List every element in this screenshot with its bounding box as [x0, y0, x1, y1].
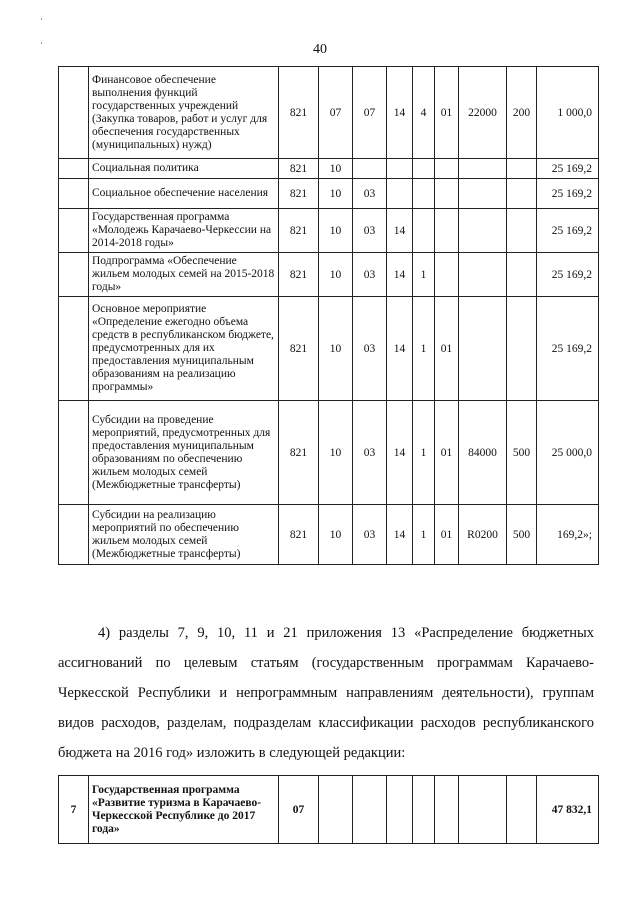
table-row — [59, 179, 599, 209]
program-code: 14 — [387, 209, 413, 253]
chapter-code: 821 — [279, 67, 319, 159]
row-name: Подпрограмма «Обеспечение жильем молодых семей на 2015-2018 годы» — [89, 253, 279, 297]
empty-cell — [353, 776, 387, 844]
row-name: Субсидии на проведение мероприятий, предусмотренных для предоставления муниципальным образованиям по обеспечению жильем молодых семей (Межбюджетные трансферты) — [89, 401, 279, 505]
row-number — [59, 179, 89, 209]
expense-type-code: 200 — [507, 67, 537, 159]
section-code: 10 — [319, 159, 353, 179]
section-code: 10 — [319, 297, 353, 401]
row-name: Государственная программа «Развитие туризма в Карачаево-Черкесской Республике до 2017 года» — [89, 776, 279, 844]
section-code: 10 — [319, 209, 353, 253]
direction-code — [459, 209, 507, 253]
table-row — [59, 401, 599, 505]
direction-code — [459, 253, 507, 297]
amount-cell: 25 169,2 — [537, 179, 599, 209]
table-row — [59, 67, 599, 159]
subsection-code: 03 — [353, 401, 387, 505]
table-row — [59, 297, 599, 401]
amount-cell: 25 169,2 — [537, 297, 599, 401]
expense-type-code — [507, 159, 537, 179]
page-number: 40 — [313, 42, 327, 57]
subsection-code: 03 — [353, 297, 387, 401]
subsection-code: 03 — [353, 505, 387, 565]
subprogram-code: 1 — [413, 297, 435, 401]
margin-mark: · — [40, 14, 43, 24]
table-row — [59, 776, 599, 844]
empty-cell — [507, 776, 537, 844]
empty-cell — [413, 776, 435, 844]
empty-cell — [435, 776, 459, 844]
measure-code: 01 — [435, 401, 459, 505]
program-code — [387, 179, 413, 209]
direction-code — [459, 159, 507, 179]
expense-type-code — [507, 209, 537, 253]
section-code: 10 — [319, 505, 353, 565]
amount-cell: 47 832,1 — [537, 776, 599, 844]
budget-table-section-7 — [58, 775, 599, 844]
empty-cell — [459, 776, 507, 844]
direction-code: R0200 — [459, 505, 507, 565]
row-number: 7 — [59, 776, 89, 844]
program-code: 14 — [387, 505, 413, 565]
row-name: Финансовое обеспечение выполнения функций государственных учреждений (Закупка товаров, работ и услуг для обеспечения государственных (муниципальных) нужд) — [89, 67, 279, 159]
subprogram-code — [413, 209, 435, 253]
section-code: 10 — [319, 179, 353, 209]
expense-type-code: 500 — [507, 401, 537, 505]
chapter-code: 821 — [279, 159, 319, 179]
amount-cell: 25 169,2 — [537, 253, 599, 297]
section-code: 10 — [319, 253, 353, 297]
row-number — [59, 67, 89, 159]
direction-code — [459, 179, 507, 209]
empty-cell — [319, 776, 353, 844]
program-code: 14 — [387, 67, 413, 159]
empty-cell — [387, 776, 413, 844]
subsection-code: 03 — [353, 179, 387, 209]
expense-type-code — [507, 253, 537, 297]
measure-code — [435, 209, 459, 253]
direction-code — [459, 297, 507, 401]
expense-type-code — [507, 297, 537, 401]
row-number — [59, 159, 89, 179]
table-row — [59, 505, 599, 565]
amount-cell: 169,2»; — [537, 505, 599, 565]
row-number — [59, 209, 89, 253]
amount-cell: 25 000,0 — [537, 401, 599, 505]
row-number — [59, 401, 89, 505]
amendment-paragraph: 4) разделы 7, 9, 10, 11 и 21 приложения 13 «Распределение бюджетных ассигнований по целевым статьям (государственным программам Карачаево-Черкесской Республики и непрограммным направлениям деятельности), группам видов расходов, разделам, подразделам классификации расходов республиканского бюджета на 2016 год» изложить в следующей редакции: — [58, 625, 594, 761]
amount-cell: 1 000,0 — [537, 67, 599, 159]
measure-code — [435, 253, 459, 297]
row-number — [59, 505, 89, 565]
subsection-code — [353, 159, 387, 179]
chapter-code: 821 — [279, 179, 319, 209]
direction-code: 22000 — [459, 67, 507, 159]
row-name: Субсидии на реализацию мероприятий по обеспечению жильем молодых семей (Межбюджетные трансферты) — [89, 505, 279, 565]
measure-code: 01 — [435, 67, 459, 159]
measure-code: 01 — [435, 297, 459, 401]
subprogram-code: 1 — [413, 505, 435, 565]
subsection-code: 07 — [353, 67, 387, 159]
subsection-code: 03 — [353, 253, 387, 297]
program-code — [387, 159, 413, 179]
row-number — [59, 297, 89, 401]
margin-mark: · — [40, 38, 43, 48]
measure-code: 01 — [435, 505, 459, 565]
row-name: Основное мероприятие «Определение ежегодно объема средств в республиканском бюджете, предусмотренных для их предоставления муниципальным образованиям на реализацию программы» — [89, 297, 279, 401]
amount-cell: 25 169,2 — [537, 159, 599, 179]
chapter-code: 821 — [279, 209, 319, 253]
expense-type-code — [507, 179, 537, 209]
table-row — [59, 159, 599, 179]
subsection-code: 03 — [353, 209, 387, 253]
table-row — [59, 209, 599, 253]
table-row — [59, 253, 599, 297]
row-name: Государственная программа «Молодежь Карачаево-Черкессии на 2014-2018 годы» — [89, 209, 279, 253]
chapter-code: 821 — [279, 297, 319, 401]
measure-code — [435, 179, 459, 209]
program-code: 14 — [387, 401, 413, 505]
expense-type-code: 500 — [507, 505, 537, 565]
program-code: 14 — [387, 253, 413, 297]
chapter-code: 821 — [279, 401, 319, 505]
subprogram-code: 4 — [413, 67, 435, 159]
section-code: 07 — [319, 67, 353, 159]
code-cell: 07 — [279, 776, 319, 844]
subprogram-code — [413, 159, 435, 179]
amount-cell: 25 169,2 — [537, 209, 599, 253]
row-name: Социальное обеспечение населения — [89, 179, 279, 209]
program-code: 14 — [387, 297, 413, 401]
chapter-code: 821 — [279, 505, 319, 565]
section-code: 10 — [319, 401, 353, 505]
row-number — [59, 253, 89, 297]
measure-code — [435, 159, 459, 179]
chapter-code: 821 — [279, 253, 319, 297]
budget-table-continued — [58, 66, 599, 565]
subprogram-code: 1 — [413, 401, 435, 505]
subprogram-code: 1 — [413, 253, 435, 297]
subprogram-code — [413, 179, 435, 209]
row-name: Социальная политика — [89, 159, 279, 179]
direction-code: 84000 — [459, 401, 507, 505]
